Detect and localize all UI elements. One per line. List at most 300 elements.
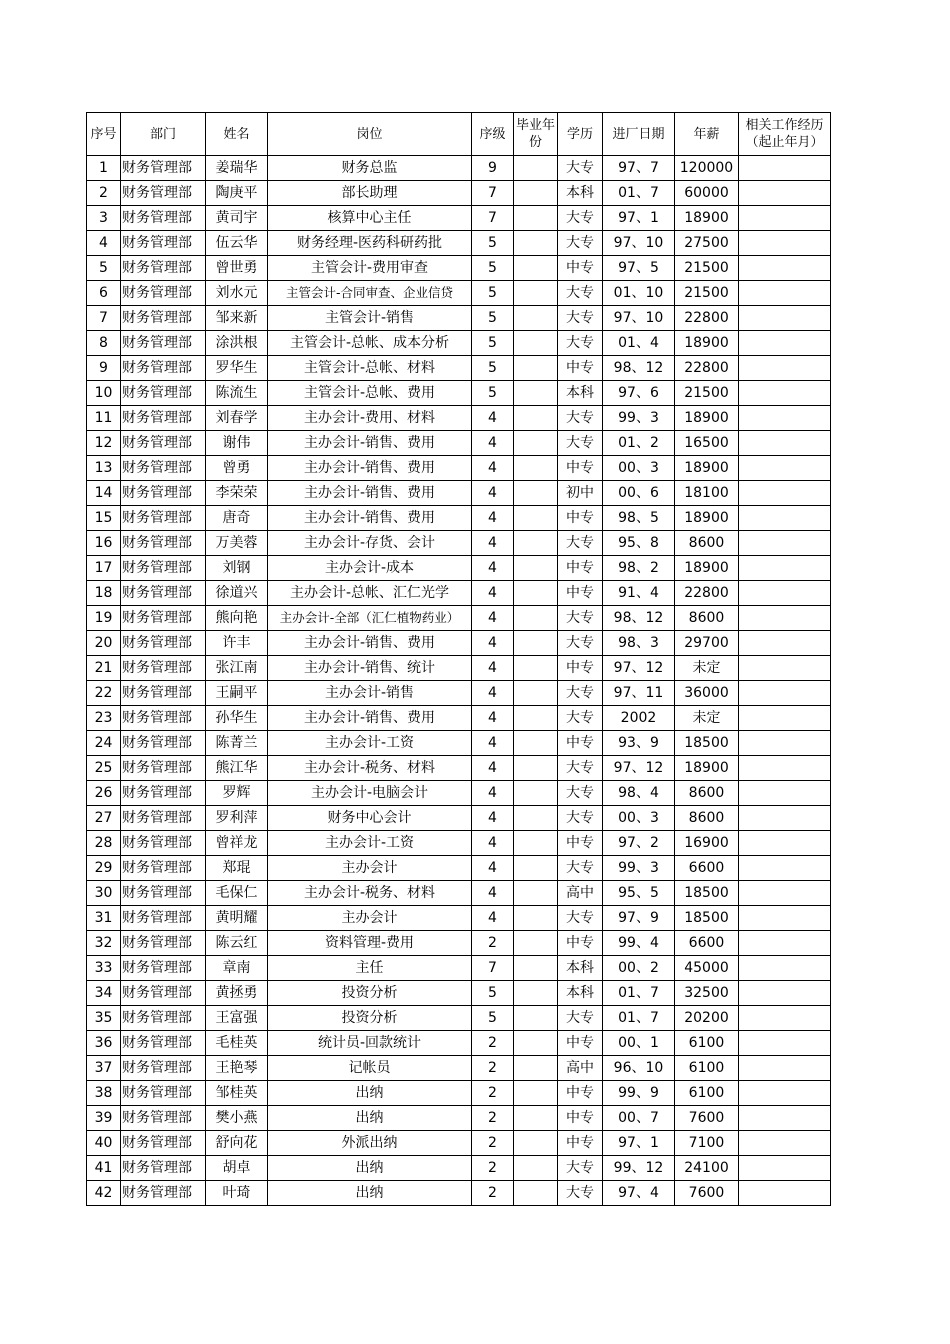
- cell-dept: 财务管理部: [121, 381, 206, 406]
- cell-name: 许丰: [206, 631, 268, 656]
- header-join-date: 进厂日期: [603, 113, 675, 156]
- cell-grade: 5: [472, 356, 514, 381]
- cell-position: 主办会计-销售、费用: [268, 431, 472, 456]
- cell-grad-year: [514, 406, 558, 431]
- header-position: 岗位: [268, 113, 472, 156]
- cell-salary: 未定: [675, 706, 739, 731]
- cell-name: 陈云红: [206, 931, 268, 956]
- cell-education: 中专: [558, 831, 603, 856]
- cell-seq: 31: [87, 906, 121, 931]
- cell-name: 刘春学: [206, 406, 268, 431]
- cell-position: 主管会计-总帐、成本分析: [268, 331, 472, 356]
- cell-grad-year: [514, 206, 558, 231]
- table-row: [87, 256, 831, 281]
- cell-position: 主管会计-合同审查、企业信贷: [268, 281, 472, 306]
- cell-grade: 2: [472, 1106, 514, 1131]
- cell-dept: 财务管理部: [121, 356, 206, 381]
- cell-dept: 财务管理部: [121, 306, 206, 331]
- cell-name: 王富强: [206, 1006, 268, 1031]
- cell-education: 本科: [558, 981, 603, 1006]
- cell-seq: 16: [87, 531, 121, 556]
- cell-name: 邹桂英: [206, 1081, 268, 1106]
- cell-grade: 5: [472, 981, 514, 1006]
- cell-education: 大专: [558, 206, 603, 231]
- table-row: [87, 906, 831, 931]
- cell-salary: 7600: [675, 1106, 739, 1131]
- table-row: [87, 881, 831, 906]
- cell-seq: 6: [87, 281, 121, 306]
- cell-seq: 34: [87, 981, 121, 1006]
- cell-name: 黄明耀: [206, 906, 268, 931]
- cell-grad-year: [514, 1081, 558, 1106]
- cell-grade: 4: [472, 506, 514, 531]
- cell-position: 主办会计-销售、费用: [268, 506, 472, 531]
- cell-name: 万美蓉: [206, 531, 268, 556]
- cell-position: 主办会计-总帐、汇仁光学: [268, 581, 472, 606]
- cell-grad-year: [514, 681, 558, 706]
- cell-join-date: 99、3: [603, 406, 675, 431]
- cell-position: 主办会计: [268, 906, 472, 931]
- cell-grade: 5: [472, 231, 514, 256]
- cell-dept: 财务管理部: [121, 631, 206, 656]
- table-row: [87, 406, 831, 431]
- cell-name: 涂洪根: [206, 331, 268, 356]
- cell-dept: 财务管理部: [121, 406, 206, 431]
- cell-grade: 4: [472, 431, 514, 456]
- cell-grade: 2: [472, 1081, 514, 1106]
- cell-experience: [739, 781, 831, 806]
- cell-position: 资料管理-费用: [268, 931, 472, 956]
- cell-grade: 4: [472, 406, 514, 431]
- cell-name: 孙华生: [206, 706, 268, 731]
- cell-grad-year: [514, 781, 558, 806]
- cell-position: 主办会计-电脑会计: [268, 781, 472, 806]
- cell-grad-year: [514, 181, 558, 206]
- cell-education: 大专: [558, 306, 603, 331]
- cell-education: 大专: [558, 906, 603, 931]
- cell-join-date: 99、4: [603, 931, 675, 956]
- cell-experience: [739, 706, 831, 731]
- cell-education: 大专: [558, 631, 603, 656]
- table-row: [87, 331, 831, 356]
- cell-education: 大专: [558, 1181, 603, 1206]
- cell-join-date: 96、10: [603, 1056, 675, 1081]
- cell-seq: 1: [87, 156, 121, 181]
- cell-dept: 财务管理部: [121, 606, 206, 631]
- cell-join-date: 97、9: [603, 906, 675, 931]
- cell-salary: 8600: [675, 781, 739, 806]
- cell-join-date: 97、2: [603, 831, 675, 856]
- cell-join-date: 93、9: [603, 731, 675, 756]
- cell-salary: 6600: [675, 931, 739, 956]
- cell-dept: 财务管理部: [121, 206, 206, 231]
- header-row: [87, 113, 831, 156]
- cell-grad-year: [514, 506, 558, 531]
- cell-position: 投资分析: [268, 1006, 472, 1031]
- cell-name: 章南: [206, 956, 268, 981]
- table-row: [87, 1056, 831, 1081]
- staff-table: [86, 112, 831, 1206]
- cell-join-date: 99、3: [603, 856, 675, 881]
- cell-grade: 5: [472, 256, 514, 281]
- cell-experience: [739, 1006, 831, 1031]
- cell-experience: [739, 931, 831, 956]
- cell-dept: 财务管理部: [121, 1131, 206, 1156]
- cell-position: 主办会计: [268, 856, 472, 881]
- cell-experience: [739, 606, 831, 631]
- table-row: [87, 181, 831, 206]
- cell-join-date: 91、4: [603, 581, 675, 606]
- table-row: [87, 806, 831, 831]
- cell-dept: 财务管理部: [121, 906, 206, 931]
- cell-grad-year: [514, 656, 558, 681]
- cell-grade: 7: [472, 956, 514, 981]
- cell-grad-year: [514, 631, 558, 656]
- cell-experience: [739, 506, 831, 531]
- cell-dept: 财务管理部: [121, 981, 206, 1006]
- header-grad-year: 毕业年份: [514, 113, 558, 156]
- cell-position: 外派出纳: [268, 1131, 472, 1156]
- cell-dept: 财务管理部: [121, 781, 206, 806]
- cell-experience: [739, 181, 831, 206]
- cell-experience: [739, 206, 831, 231]
- cell-name: 陈菁兰: [206, 731, 268, 756]
- cell-name: 谢伟: [206, 431, 268, 456]
- cell-grad-year: [514, 731, 558, 756]
- table-row: [87, 956, 831, 981]
- cell-experience: [739, 581, 831, 606]
- cell-salary: 22800: [675, 356, 739, 381]
- cell-salary: 6100: [675, 1031, 739, 1056]
- cell-join-date: 95、5: [603, 881, 675, 906]
- cell-join-date: 01、7: [603, 181, 675, 206]
- cell-experience: [739, 756, 831, 781]
- cell-grad-year: [514, 981, 558, 1006]
- cell-position: 财务经理-医药科研药批: [268, 231, 472, 256]
- table-row: [87, 531, 831, 556]
- cell-experience: [739, 956, 831, 981]
- table-row: [87, 1181, 831, 1206]
- cell-salary: 16500: [675, 431, 739, 456]
- cell-education: 中专: [558, 556, 603, 581]
- cell-name: 刘水元: [206, 281, 268, 306]
- cell-seq: 19: [87, 606, 121, 631]
- header-name: 姓名: [206, 113, 268, 156]
- cell-grade: 7: [472, 206, 514, 231]
- cell-grade: 2: [472, 1181, 514, 1206]
- cell-grad-year: [514, 756, 558, 781]
- cell-seq: 18: [87, 581, 121, 606]
- cell-experience: [739, 556, 831, 581]
- cell-seq: 39: [87, 1106, 121, 1131]
- cell-salary: 120000: [675, 156, 739, 181]
- cell-grad-year: [514, 1006, 558, 1031]
- cell-name: 黄拯勇: [206, 981, 268, 1006]
- cell-dept: 财务管理部: [121, 231, 206, 256]
- cell-experience: [739, 856, 831, 881]
- cell-experience: [739, 256, 831, 281]
- cell-experience: [739, 231, 831, 256]
- cell-grad-year: [514, 906, 558, 931]
- cell-grade: 4: [472, 781, 514, 806]
- cell-experience: [739, 281, 831, 306]
- table-body: [87, 156, 831, 1206]
- cell-join-date: 98、12: [603, 356, 675, 381]
- cell-grad-year: [514, 581, 558, 606]
- cell-position: 主办会计-销售、费用: [268, 456, 472, 481]
- cell-position: 主办会计-销售、统计: [268, 656, 472, 681]
- cell-education: 中专: [558, 1031, 603, 1056]
- cell-experience: [739, 906, 831, 931]
- cell-join-date: 97、10: [603, 231, 675, 256]
- cell-experience: [739, 681, 831, 706]
- cell-seq: 26: [87, 781, 121, 806]
- cell-dept: 财务管理部: [121, 431, 206, 456]
- cell-grade: 4: [472, 756, 514, 781]
- cell-seq: 13: [87, 456, 121, 481]
- cell-name: 姜瑞华: [206, 156, 268, 181]
- cell-position: 主办会计-工资: [268, 831, 472, 856]
- cell-join-date: 97、12: [603, 656, 675, 681]
- cell-position: 出纳: [268, 1106, 472, 1131]
- cell-salary: 18900: [675, 556, 739, 581]
- cell-experience: [739, 306, 831, 331]
- table-row: [87, 1006, 831, 1031]
- cell-seq: 32: [87, 931, 121, 956]
- cell-name: 樊小燕: [206, 1106, 268, 1131]
- cell-name: 舒向花: [206, 1131, 268, 1156]
- cell-experience: [739, 1056, 831, 1081]
- cell-grade: 4: [472, 706, 514, 731]
- cell-name: 李荣荣: [206, 481, 268, 506]
- cell-join-date: 00、1: [603, 1031, 675, 1056]
- cell-position: 主办会计-税务、材料: [268, 756, 472, 781]
- cell-seq: 2: [87, 181, 121, 206]
- cell-seq: 21: [87, 656, 121, 681]
- cell-seq: 9: [87, 356, 121, 381]
- table-row: [87, 281, 831, 306]
- cell-grade: 4: [472, 681, 514, 706]
- cell-seq: 27: [87, 806, 121, 831]
- table-row: [87, 831, 831, 856]
- cell-dept: 财务管理部: [121, 581, 206, 606]
- cell-grad-year: [514, 1031, 558, 1056]
- cell-position: 部长助理: [268, 181, 472, 206]
- cell-education: 中专: [558, 256, 603, 281]
- cell-position: 记帐员: [268, 1056, 472, 1081]
- cell-position: 出纳: [268, 1156, 472, 1181]
- cell-education: 高中: [558, 881, 603, 906]
- cell-seq: 14: [87, 481, 121, 506]
- cell-salary: 18100: [675, 481, 739, 506]
- cell-position: 主办会计-费用、材料: [268, 406, 472, 431]
- cell-grade: 5: [472, 281, 514, 306]
- cell-salary: 29700: [675, 631, 739, 656]
- cell-seq: 8: [87, 331, 121, 356]
- table-row: [87, 706, 831, 731]
- cell-grade: 2: [472, 1131, 514, 1156]
- cell-join-date: 00、6: [603, 481, 675, 506]
- cell-education: 大专: [558, 531, 603, 556]
- cell-dept: 财务管理部: [121, 1056, 206, 1081]
- cell-education: 初中: [558, 481, 603, 506]
- cell-name: 熊江华: [206, 756, 268, 781]
- cell-grade: 4: [472, 456, 514, 481]
- cell-grade: 4: [472, 906, 514, 931]
- cell-join-date: 98、3: [603, 631, 675, 656]
- table-row: [87, 381, 831, 406]
- cell-salary: 8600: [675, 606, 739, 631]
- cell-dept: 财务管理部: [121, 256, 206, 281]
- cell-grade: 7: [472, 181, 514, 206]
- cell-dept: 财务管理部: [121, 531, 206, 556]
- cell-experience: [739, 1181, 831, 1206]
- cell-dept: 财务管理部: [121, 681, 206, 706]
- cell-salary: 36000: [675, 681, 739, 706]
- cell-grade: 4: [472, 531, 514, 556]
- cell-position: 主办会计-销售、费用: [268, 706, 472, 731]
- cell-join-date: 97、12: [603, 756, 675, 781]
- cell-grade: 2: [472, 931, 514, 956]
- cell-seq: 35: [87, 1006, 121, 1031]
- cell-dept: 财务管理部: [121, 856, 206, 881]
- cell-experience: [739, 1031, 831, 1056]
- cell-position: 主办会计-全部（汇仁植物药业）: [268, 606, 472, 631]
- cell-education: 高中: [558, 1056, 603, 1081]
- cell-education: 大专: [558, 756, 603, 781]
- cell-seq: 22: [87, 681, 121, 706]
- cell-salary: 20200: [675, 1006, 739, 1031]
- cell-grade: 4: [472, 881, 514, 906]
- table-row: [87, 931, 831, 956]
- cell-dept: 财务管理部: [121, 956, 206, 981]
- cell-name: 邹来新: [206, 306, 268, 331]
- cell-dept: 财务管理部: [121, 931, 206, 956]
- cell-seq: 33: [87, 956, 121, 981]
- cell-seq: 37: [87, 1056, 121, 1081]
- cell-education: 大专: [558, 331, 603, 356]
- cell-experience: [739, 456, 831, 481]
- cell-grad-year: [514, 1181, 558, 1206]
- cell-grade: 5: [472, 331, 514, 356]
- table-row: [87, 206, 831, 231]
- table-row: [87, 1031, 831, 1056]
- cell-position: 主办会计-工资: [268, 731, 472, 756]
- cell-seq: 17: [87, 556, 121, 581]
- cell-join-date: 97、4: [603, 1181, 675, 1206]
- cell-join-date: 98、5: [603, 506, 675, 531]
- cell-salary: 6100: [675, 1056, 739, 1081]
- cell-join-date: 00、3: [603, 456, 675, 481]
- cell-seq: 23: [87, 706, 121, 731]
- cell-join-date: 01、7: [603, 1006, 675, 1031]
- cell-seq: 30: [87, 881, 121, 906]
- cell-education: 大专: [558, 806, 603, 831]
- cell-join-date: 01、4: [603, 331, 675, 356]
- cell-name: 罗辉: [206, 781, 268, 806]
- cell-name: 王艳琴: [206, 1056, 268, 1081]
- cell-grad-year: [514, 1056, 558, 1081]
- table-row: [87, 656, 831, 681]
- cell-position: 主办会计-税务、材料: [268, 881, 472, 906]
- cell-grade: 9: [472, 156, 514, 181]
- cell-education: 中专: [558, 1131, 603, 1156]
- cell-grad-year: [514, 1156, 558, 1181]
- cell-position: 主办会计-销售、费用: [268, 481, 472, 506]
- table-row: [87, 1106, 831, 1131]
- cell-seq: 36: [87, 1031, 121, 1056]
- cell-experience: [739, 1156, 831, 1181]
- cell-dept: 财务管理部: [121, 281, 206, 306]
- cell-education: 大专: [558, 1156, 603, 1181]
- cell-grade: 2: [472, 1056, 514, 1081]
- cell-name: 刘钢: [206, 556, 268, 581]
- table-row: [87, 631, 831, 656]
- cell-salary: 18900: [675, 406, 739, 431]
- cell-name: 唐奇: [206, 506, 268, 531]
- table-row: [87, 731, 831, 756]
- header-seq: 序号: [87, 113, 121, 156]
- cell-join-date: 01、2: [603, 431, 675, 456]
- cell-dept: 财务管理部: [121, 756, 206, 781]
- table-row: [87, 781, 831, 806]
- cell-dept: 财务管理部: [121, 481, 206, 506]
- cell-grade: 5: [472, 306, 514, 331]
- cell-grad-year: [514, 806, 558, 831]
- cell-dept: 财务管理部: [121, 331, 206, 356]
- cell-experience: [739, 406, 831, 431]
- cell-education: 大专: [558, 231, 603, 256]
- cell-dept: 财务管理部: [121, 831, 206, 856]
- cell-education: 中专: [558, 1081, 603, 1106]
- cell-grad-year: [514, 606, 558, 631]
- cell-name: 陈流生: [206, 381, 268, 406]
- cell-education: 大专: [558, 856, 603, 881]
- cell-name: 胡卓: [206, 1156, 268, 1181]
- cell-grad-year: [514, 556, 558, 581]
- cell-join-date: 98、2: [603, 556, 675, 581]
- cell-grade: 4: [472, 606, 514, 631]
- cell-grad-year: [514, 431, 558, 456]
- cell-education: 中专: [558, 581, 603, 606]
- cell-salary: 18500: [675, 881, 739, 906]
- cell-join-date: 00、2: [603, 956, 675, 981]
- cell-experience: [739, 1081, 831, 1106]
- table-row: [87, 981, 831, 1006]
- cell-seq: 25: [87, 756, 121, 781]
- cell-experience: [739, 881, 831, 906]
- cell-join-date: 98、12: [603, 606, 675, 631]
- cell-seq: 3: [87, 206, 121, 231]
- cell-join-date: 97、7: [603, 156, 675, 181]
- cell-grade: 4: [472, 831, 514, 856]
- cell-grade: 2: [472, 1031, 514, 1056]
- cell-join-date: 97、6: [603, 381, 675, 406]
- cell-dept: 财务管理部: [121, 881, 206, 906]
- table-row: [87, 681, 831, 706]
- cell-grade: 4: [472, 656, 514, 681]
- cell-education: 中专: [558, 506, 603, 531]
- cell-grad-year: [514, 956, 558, 981]
- cell-seq: 12: [87, 431, 121, 456]
- cell-join-date: 97、1: [603, 1131, 675, 1156]
- cell-join-date: 01、7: [603, 981, 675, 1006]
- cell-grade: 4: [472, 556, 514, 581]
- table-row: [87, 556, 831, 581]
- table-row: [87, 756, 831, 781]
- cell-join-date: 00、3: [603, 806, 675, 831]
- cell-salary: 未定: [675, 656, 739, 681]
